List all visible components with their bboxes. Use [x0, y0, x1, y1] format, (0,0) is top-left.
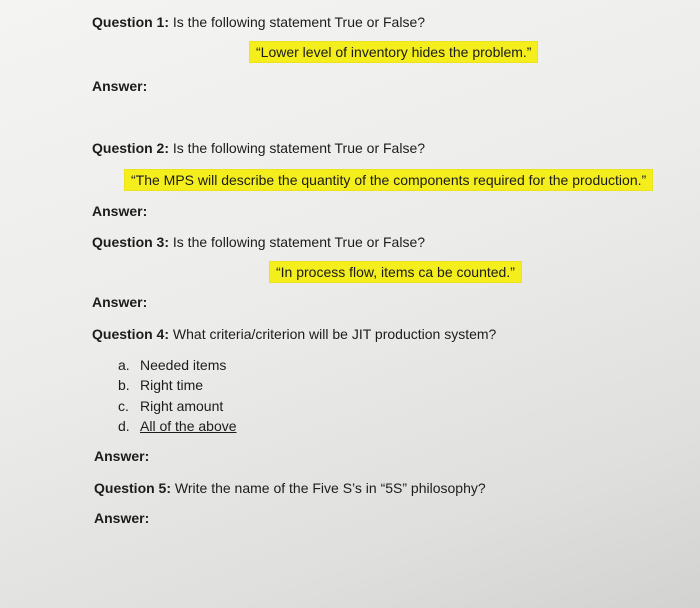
option-marker: a. [118, 357, 130, 373]
question-3 [92, 234, 425, 250]
answer-label-4: Answer: [94, 448, 150, 464]
question-label: Question 5: [94, 480, 172, 496]
question-1 [92, 14, 425, 30]
option-text: All of the above [140, 418, 237, 434]
option-text: Needed items [140, 357, 227, 373]
question-3-quote [270, 264, 521, 280]
answer-label-5: Answer: [94, 510, 150, 526]
option-text: Right amount [140, 398, 224, 414]
option-c [118, 398, 223, 414]
question-text: Is the following statement True or False? [169, 234, 426, 250]
question-label: Question 2: [92, 140, 170, 156]
question-label: Question 4: [92, 326, 170, 342]
option-b [118, 377, 203, 393]
option-text: Right time [140, 377, 204, 393]
answer-label-3: Answer: [92, 294, 148, 310]
question-text: Is the following statement True or False? [169, 14, 426, 30]
question-label: Question 3: [92, 234, 170, 250]
question-text: Write the name of the Five S’s in “5S” philosophy? [171, 480, 486, 496]
question-label: Question 1: [92, 14, 170, 30]
option-marker: d. [118, 418, 130, 434]
question-4 [92, 326, 496, 342]
highlighted-statement: “In process flow, items ca be counted.” [270, 262, 521, 282]
option-marker: c. [118, 398, 129, 414]
option-d [118, 418, 237, 434]
option-a [118, 357, 226, 373]
answer-label-2: Answer: [92, 203, 148, 219]
question-text: Is the following statement True or False? [169, 140, 426, 156]
question-2 [92, 140, 425, 156]
option-marker: b. [118, 377, 130, 393]
question-2-quote [125, 172, 652, 188]
question-text: What criteria/criterion will be JIT production system? [169, 326, 497, 342]
highlighted-statement: “The MPS will describe the quantity of the components required for the production.” [125, 170, 652, 190]
question-5 [94, 480, 486, 496]
highlighted-statement: “Lower level of inventory hides the problem.” [250, 42, 537, 62]
question-1-quote [250, 44, 537, 60]
answer-label-1: Answer: [92, 78, 148, 94]
